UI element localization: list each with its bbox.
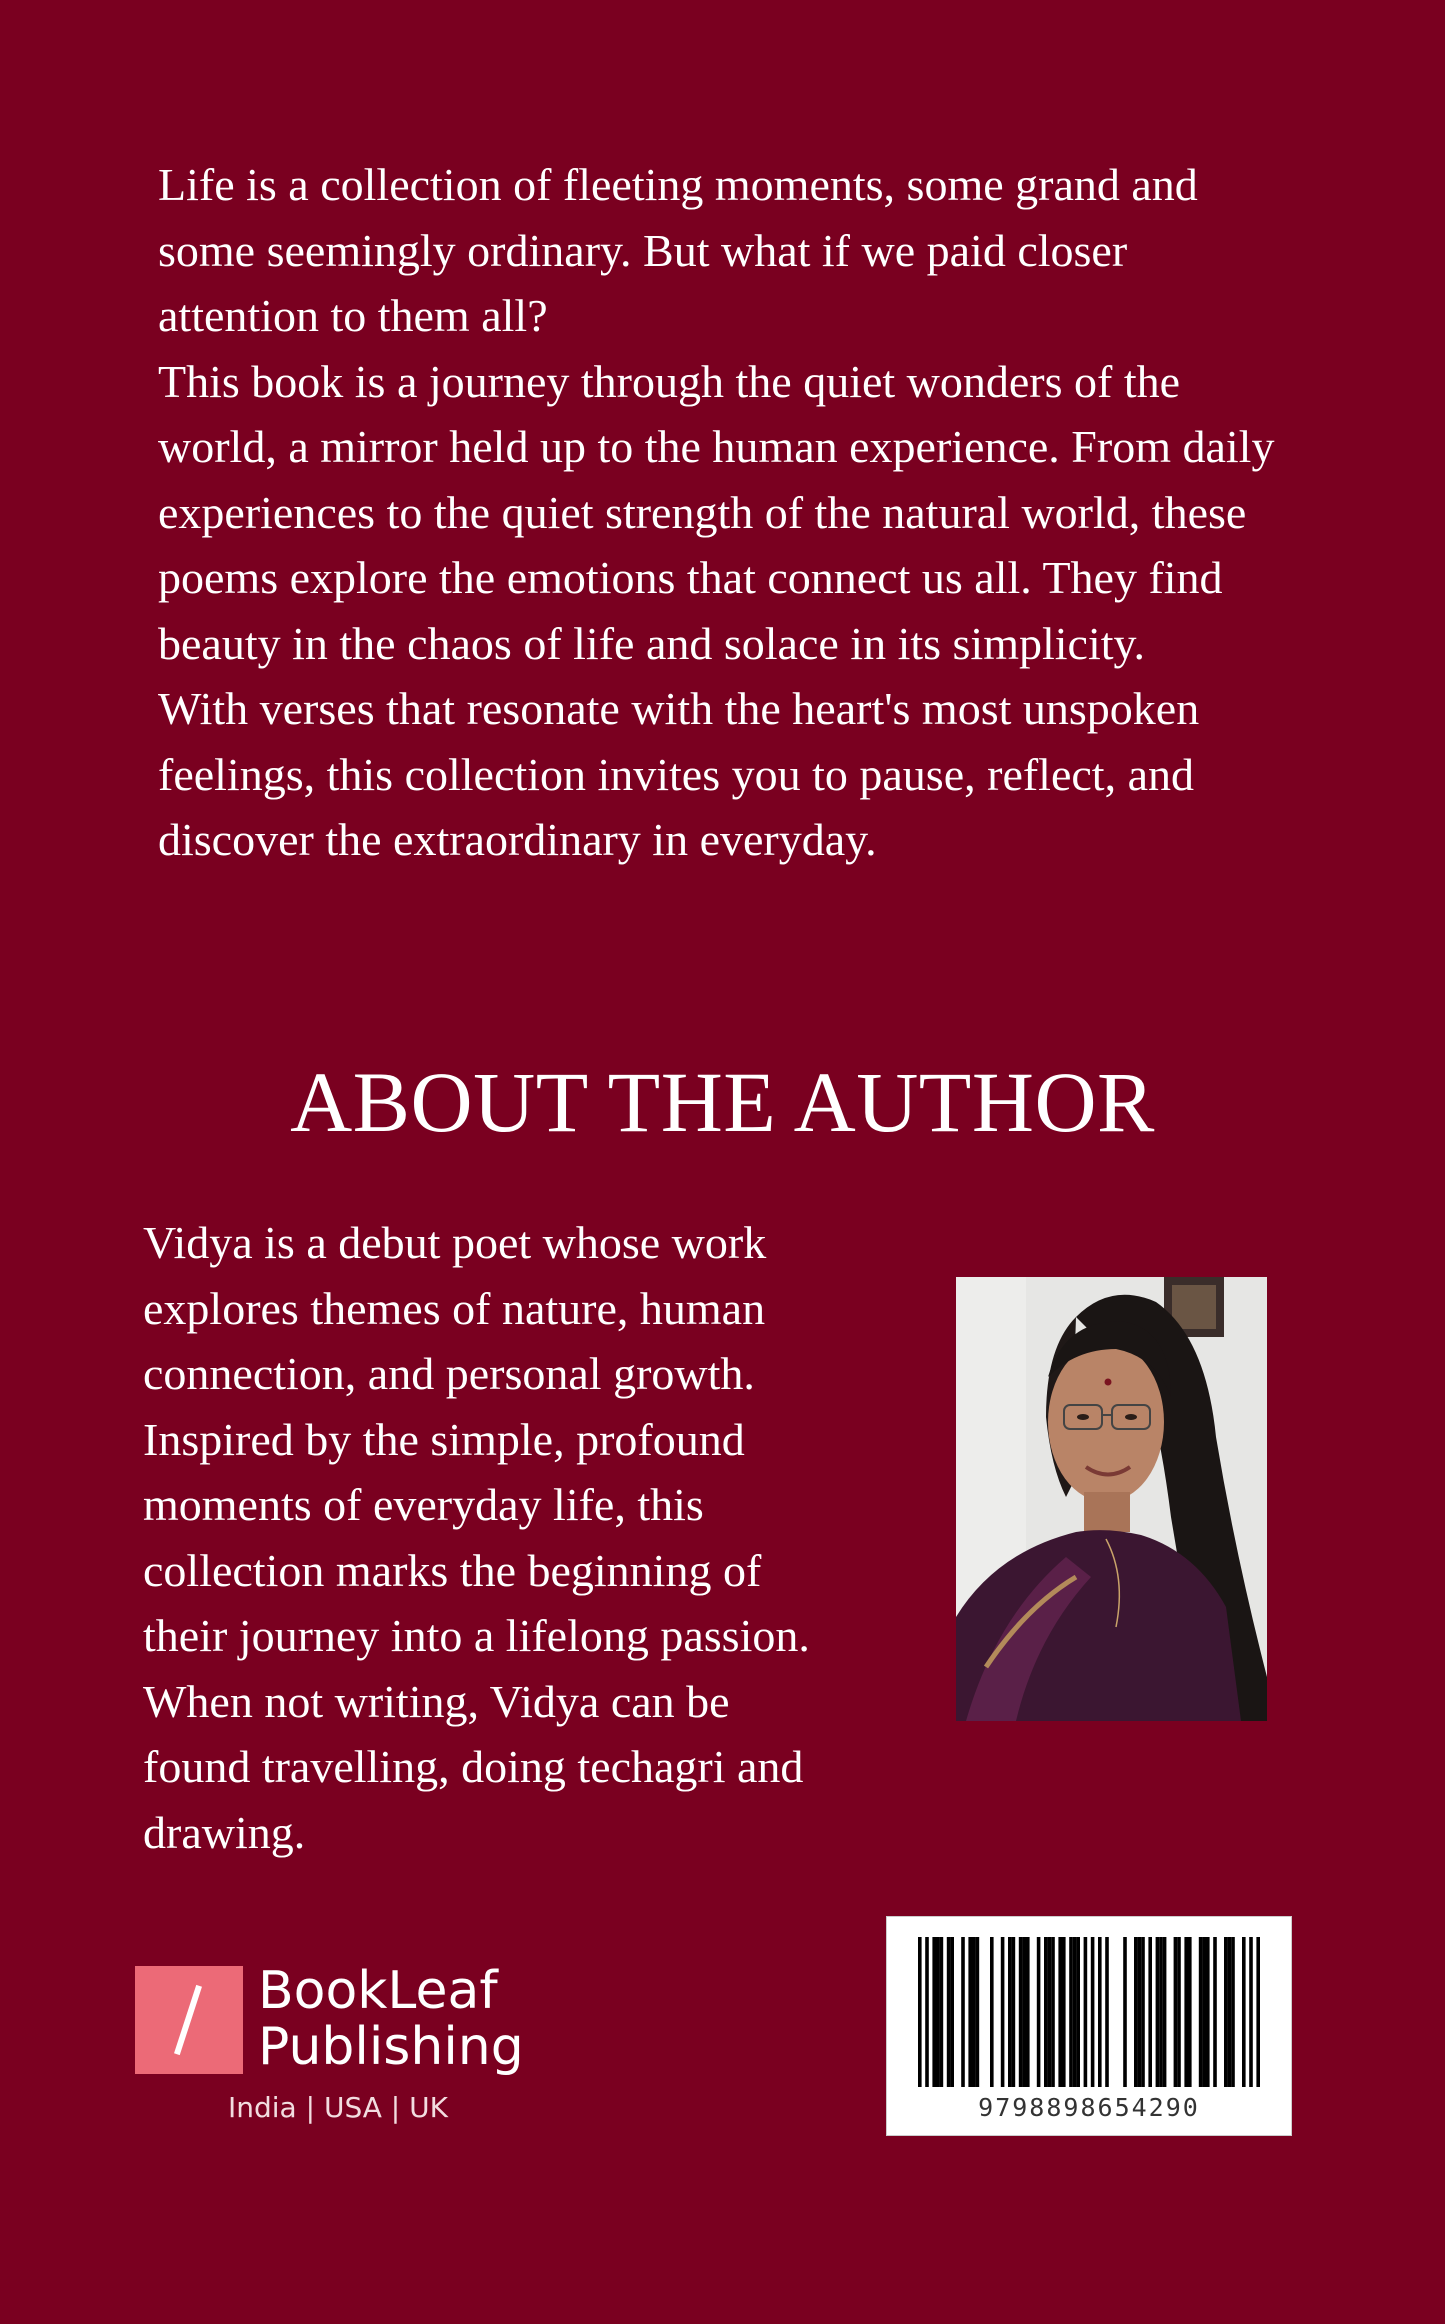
barcode-bar — [1062, 1937, 1066, 2087]
barcode-bar — [1242, 1937, 1246, 2087]
barcode-bar — [976, 1937, 980, 2087]
barcode-bar — [1019, 1937, 1023, 2087]
barcode-bar — [947, 1937, 951, 2087]
back-cover-blurb — [158, 152, 1298, 873]
barcode-bar — [940, 1937, 944, 2087]
blurb-paragraph: Life is a collection of fleeting moments, some grand and some seemingly ordinary. But what if we paid closer attention to them all? — [158, 159, 1198, 341]
barcode-bar — [1202, 1937, 1206, 2087]
publisher-logo-mark — [135, 1966, 243, 2074]
barcode-bar — [1256, 1937, 1260, 2087]
barcode-bar — [1134, 1937, 1138, 2087]
barcode-bar — [1058, 1937, 1062, 2087]
barcode-bar — [1174, 1937, 1178, 2087]
barcode-bar — [1044, 1937, 1048, 2087]
barcode-bar — [1105, 1937, 1109, 2087]
barcode-bar — [1076, 1937, 1080, 2087]
author-photo — [956, 1277, 1267, 1721]
barcode-bar — [1228, 1937, 1232, 2087]
barcode-bar — [1048, 1937, 1052, 2087]
barcode-bar — [925, 1937, 929, 2087]
author-bio: Vidya is a debut poet whose work explores themes of nature, human connection, and personal growth. Inspired by the simple, profound moments of everyday life, this collection marks the beginning of their journey into a lifelong passion. When not writing, Vidya can be found travelling, doing techagri and drawing. — [143, 1217, 810, 1858]
barcode-bar — [1073, 1937, 1077, 2087]
barcode-bar — [1213, 1937, 1217, 2087]
barcode-bar — [1148, 1937, 1152, 2087]
barcode-bar — [972, 1937, 976, 2087]
barcode-bar — [1022, 1937, 1026, 2087]
barcode-bar — [1008, 1937, 1012, 2087]
barcode-bar — [1012, 1937, 1016, 2087]
slash-icon — [174, 1985, 202, 2055]
barcode-bar — [1206, 1937, 1210, 2087]
barcode-bar — [936, 1937, 940, 2087]
isbn-number: 9798898654290 — [978, 2093, 1200, 2122]
barcode-bar — [1199, 1937, 1203, 2087]
blurb-paragraph: This book is a journey through the quiet wonders of the world, a mirror held up to the human experience. From daily experiences to the quiet strength of the natural world, these poems explore the emotions that connect us all. They find beauty in the chaos of life and solace in its simplicity. — [158, 355, 1275, 669]
about-author-heading: ABOUT THE AUTHOR — [290, 1054, 1155, 1150]
barcode-bar — [1091, 1937, 1095, 2087]
barcode-bar — [1051, 1937, 1055, 2087]
barcode-bar — [918, 1937, 922, 2087]
barcode-bar — [1224, 1937, 1228, 2087]
barcode-bar — [1026, 1937, 1030, 2087]
barcode-bar — [1098, 1937, 1102, 2087]
barcode-bar — [932, 1937, 936, 2087]
barcode-bar — [1188, 1937, 1192, 2087]
barcode-bar — [1159, 1937, 1163, 2087]
publisher-logo — [135, 1963, 555, 2128]
barcode-bar — [1084, 1937, 1088, 2087]
barcode-bar — [961, 1937, 965, 2087]
barcode-bar — [968, 1937, 972, 2087]
publisher-name-line1: BookLeaf — [258, 1961, 498, 2021]
barcode-bar — [1069, 1937, 1073, 2087]
barcode-bar — [1184, 1937, 1188, 2087]
barcode-bar — [1249, 1937, 1253, 2087]
barcode-bar — [1163, 1937, 1167, 2087]
barcode-bars — [887, 1917, 1291, 2093]
publisher-name-line2: Publishing — [258, 2017, 524, 2077]
barcode-bar — [1141, 1937, 1145, 2087]
barcode-bar — [950, 1937, 954, 2087]
publisher-regions: India | USA | UK — [228, 2091, 448, 2124]
barcode-bar — [1037, 1937, 1041, 2087]
barcode-bar — [990, 1937, 994, 2087]
barcode-bar — [1123, 1937, 1127, 2087]
blurb-paragraph: With verses that resonate with the heart's most unspoken feelings, this collection invites you to pause, reflect, and discover the extraordinary in everyday. — [158, 683, 1200, 865]
isbn-barcode — [886, 1916, 1292, 2136]
barcode-bar — [1177, 1937, 1181, 2087]
barcode-bar — [1001, 1937, 1005, 2087]
barcode-bar — [1156, 1937, 1160, 2087]
barcode-bar — [1231, 1937, 1235, 2087]
barcode-bar — [1138, 1937, 1142, 2087]
